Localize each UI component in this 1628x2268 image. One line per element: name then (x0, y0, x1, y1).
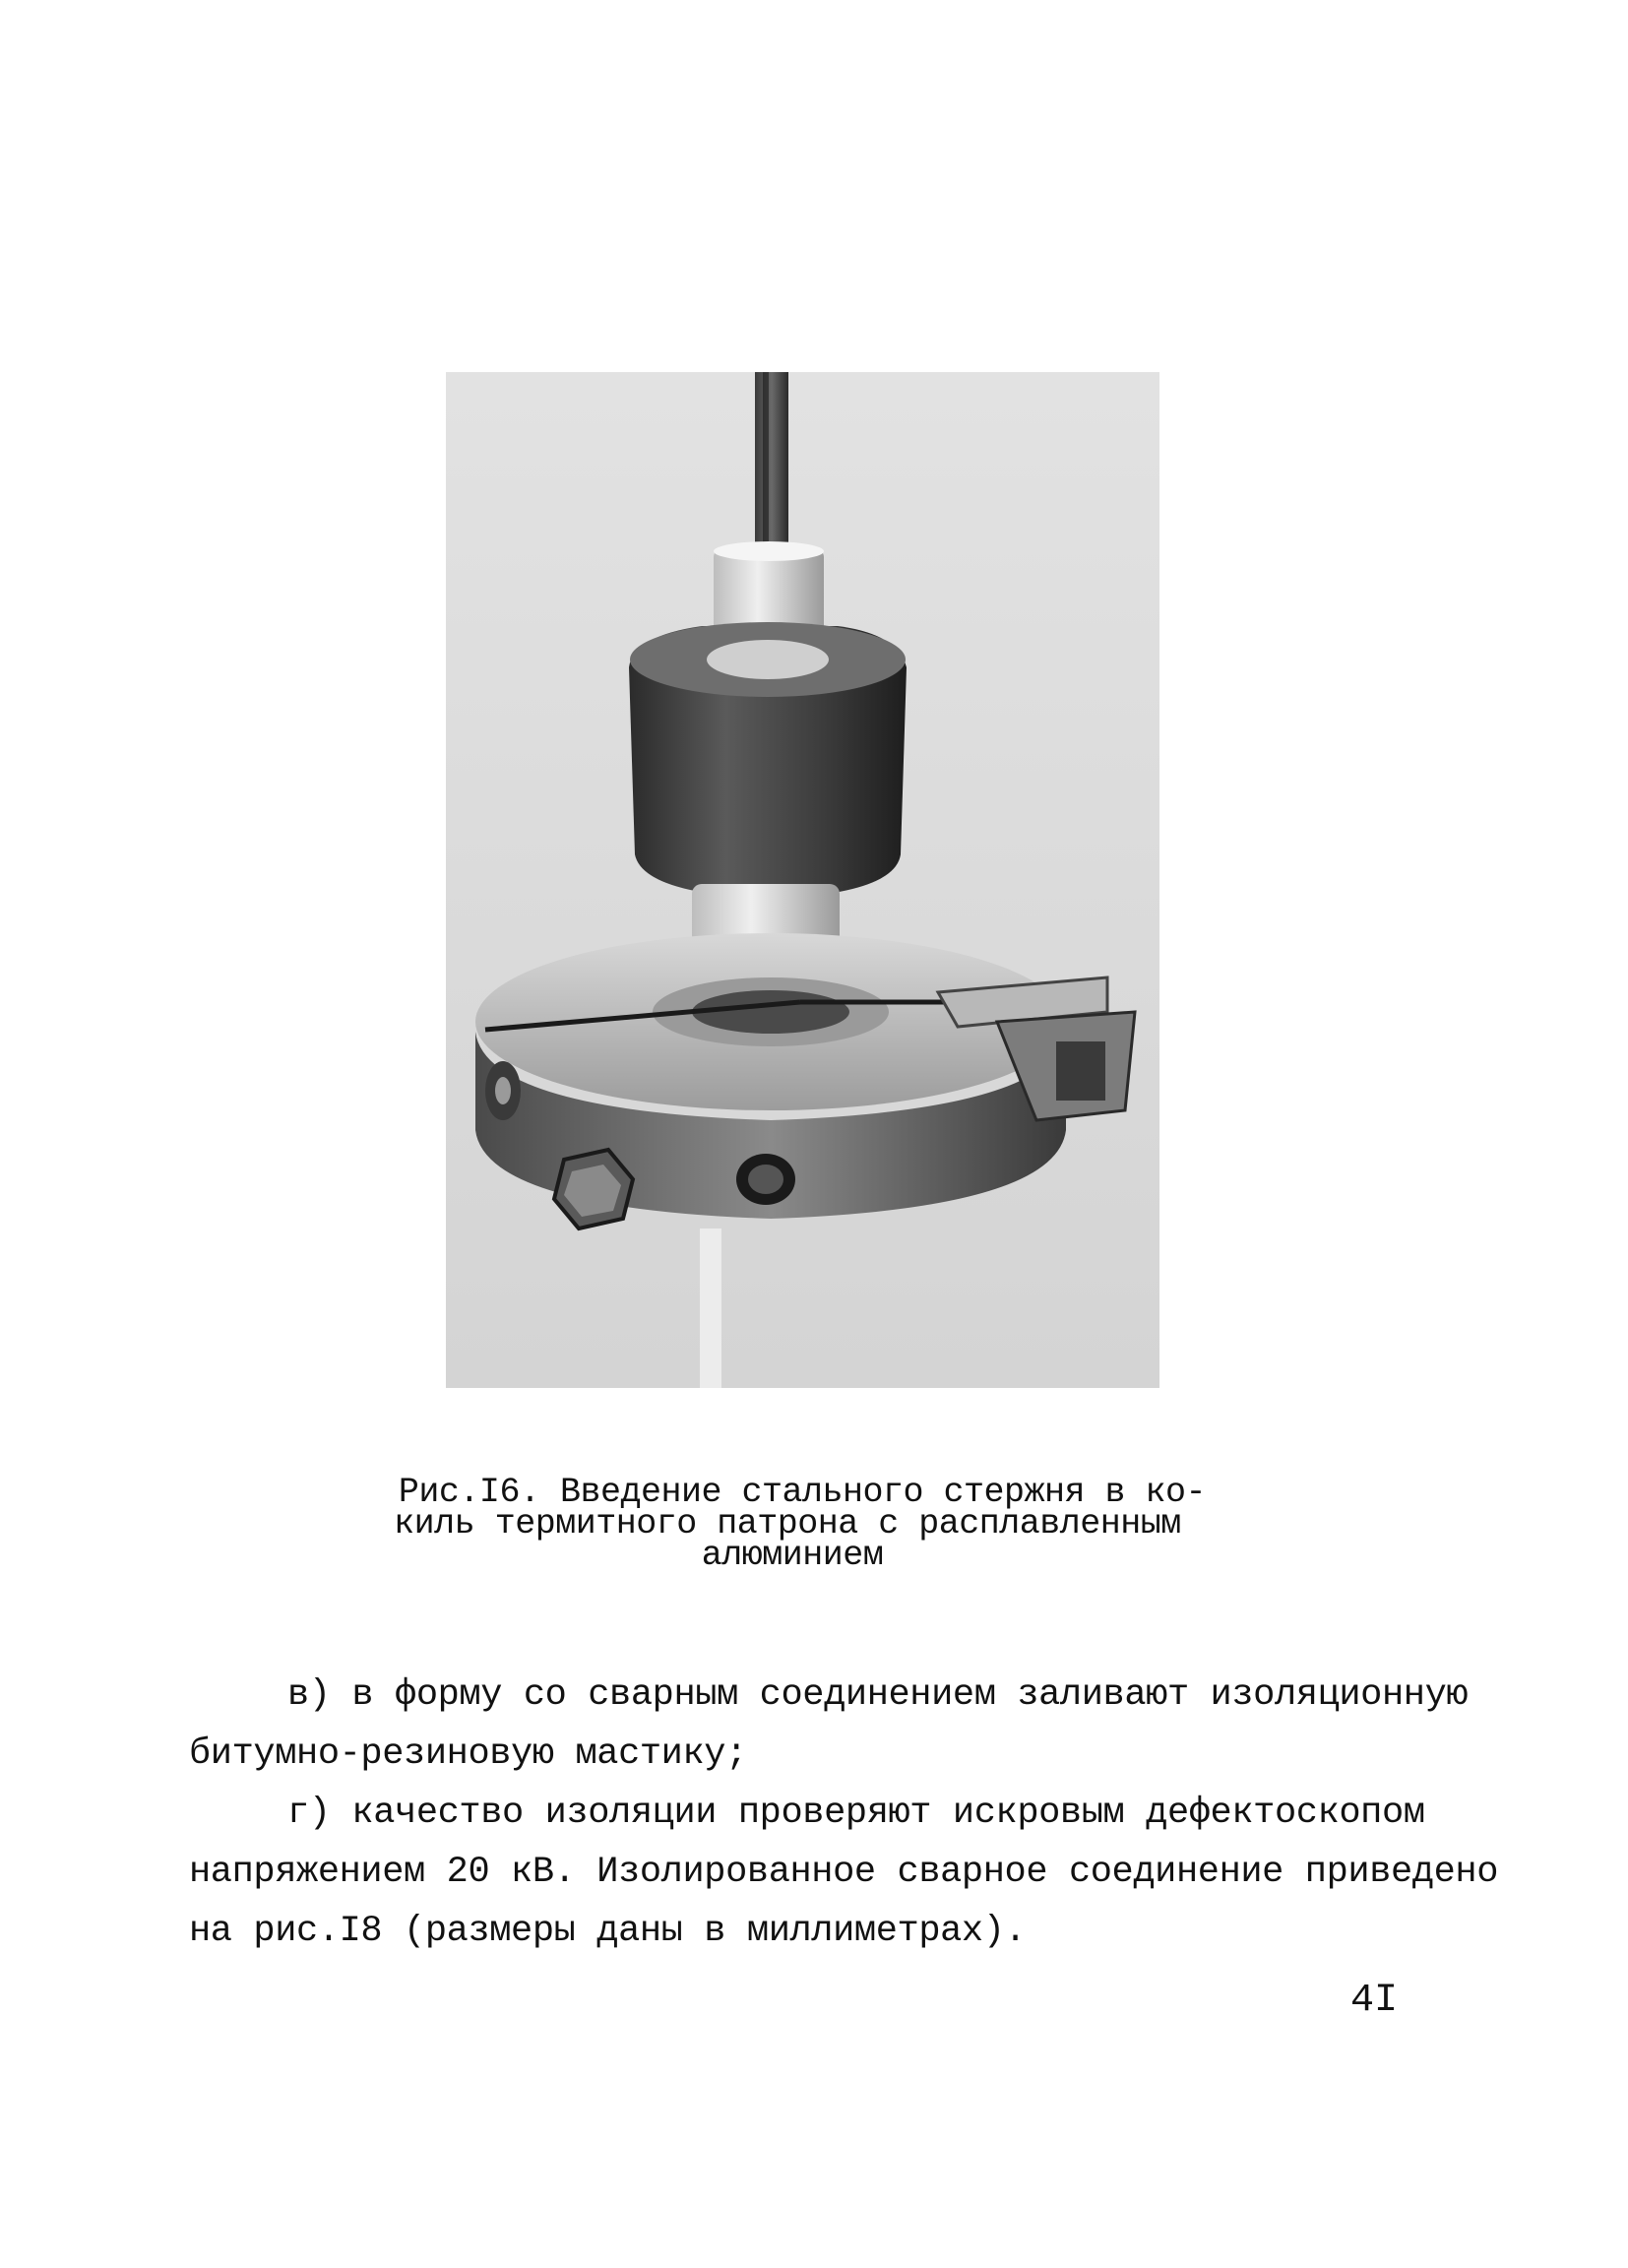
caption-line: алюминием (701, 1536, 884, 1575)
paragraph-line: на рис.I8 (размеры даны в миллиметрах). (189, 1911, 1027, 1952)
figure-caption (354, 1473, 1221, 1575)
caption-line: Рис.I6. Введение стального стержня в ко- (398, 1473, 1207, 1512)
paragraph-line: в) в форму со сварным соединением заливают изоляционную (287, 1674, 1469, 1716)
figure-photo (446, 372, 1159, 1388)
body-text (189, 1666, 1499, 1961)
page-number: 4I (1350, 1979, 1399, 2023)
paragraph-line: г) качество изоляции проверяют искровым дефектоскопом (287, 1793, 1425, 1834)
caption-line: киль термитного патрона с расплавленным (394, 1504, 1181, 1544)
thermite-cartridge-photo (446, 372, 1159, 1388)
paragraph-line: напряжением 20 кВ. Изолированное сварное соединение приведено (189, 1852, 1499, 1893)
paragraph-line: битумно-резиновую мастику; (189, 1733, 747, 1775)
